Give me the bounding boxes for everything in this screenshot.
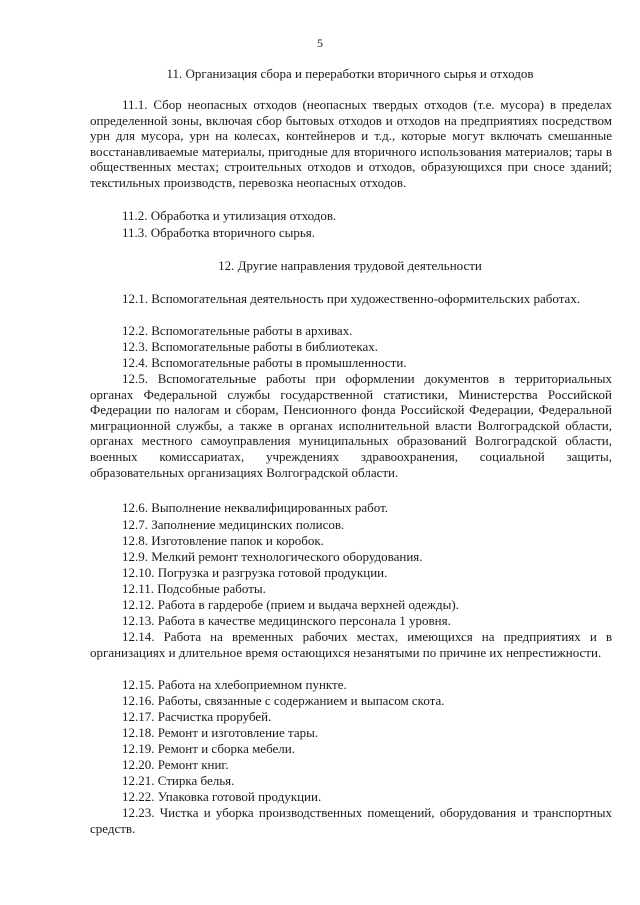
item-12-10: 12.10. Погрузка и разгрузка готовой продукции. [122,565,388,580]
item-12-5: 12.5. Вспомогательные работы при оформлении документов в территориальных органах Федеральной службы государственной статистики, Министерства Российской Федерации по налогам и сборам, Пенсионного фонда Российской Федерации, Федеральной миграционной службы, а также в органах исполнительной власти Волгоградской области, органах местного самоуправления муниципальных образований Волгоградской области, военных комиссариатах, учреждениях здравоохранения, социальной защиты, образовательных организациях Волгоградской области. [90,371,612,480]
page-number: 5 [317,36,323,50]
item-12-18: 12.18. Ремонт и изготовление тары. [122,725,319,740]
item-12-15: 12.15. Работа на хлебоприемном пункте. [122,677,347,692]
item-12-2: 12.2. Вспомогательные работы в архивах. [122,323,353,338]
item-12-4: 12.4. Вспомогательные работы в промышленности. [122,355,407,370]
item-12-7: 12.7. Заполнение медицинских полисов. [122,517,345,532]
item-11-1: 11.1. Сбор неопасных отходов (неопасных твердых отходов (т.е. мусора) в пределах определенной зоны, включая сбор бытовых отходов и отходов на предприятиях посредством урн для мусора, урн на колесах, контейнеров и т.д., которые могут включать смешанные восстанавливаемые материалы, пригодные для вторичного использования материалов; тары в общественных местах; строительных отходов и отходов, образующихся при сносе зданий; текстильных производств, перевозка неопасных отходов. [90,97,612,190]
item-12-12: 12.12. Работа в гардеробе (прием и выдача верхней одежды). [122,597,459,612]
section-11-heading: 11. Организация сбора и переработки вторичного сырья и отходов [166,66,534,81]
item-12-3: 12.3. Вспомогательные работы в библиотеках. [122,339,378,354]
item-12-14: 12.14. Работа на временных рабочих местах, имеющихся на предприятиях и в организациях и длительное время остающихся незанятыми по причине их непрестижности. [90,629,612,660]
item-12-21: 12.21. Стирка белья. [122,773,235,788]
item-12-16: 12.16. Работы, связанные с содержанием и выпасом скота. [122,693,445,708]
item-11-2: 11.2. Обработка и утилизация отходов. [122,208,337,223]
item-12-11: 12.11. Подсобные работы. [122,581,266,596]
item-12-8: 12.8. Изготовление папок и коробок. [122,533,324,548]
item-12-20: 12.20. Ремонт книг. [122,757,229,772]
item-12-9: 12.9. Мелкий ремонт технологического оборудования. [122,549,423,564]
item-12-1: 12.1. Вспомогательная деятельность при художественно-оформительских работах. [122,291,581,306]
section-12-heading: 12. Другие направления трудовой деятельности [218,258,482,273]
item-12-6: 12.6. Выполнение неквалифицированных работ. [122,500,389,515]
item-12-23: 12.23. Чистка и уборка производственных помещений, оборудования и транспортных средств. [90,805,612,836]
item-12-19: 12.19. Ремонт и сборка мебели. [122,741,295,756]
item-12-22: 12.22. Упаковка готовой продукции. [122,789,322,804]
item-12-13: 12.13. Работа в качестве медицинского персонала 1 уровня. [122,613,451,628]
item-12-17: 12.17. Расчистка прорубей. [122,709,272,724]
item-11-3: 11.3. Обработка вторичного сырья. [122,225,316,240]
